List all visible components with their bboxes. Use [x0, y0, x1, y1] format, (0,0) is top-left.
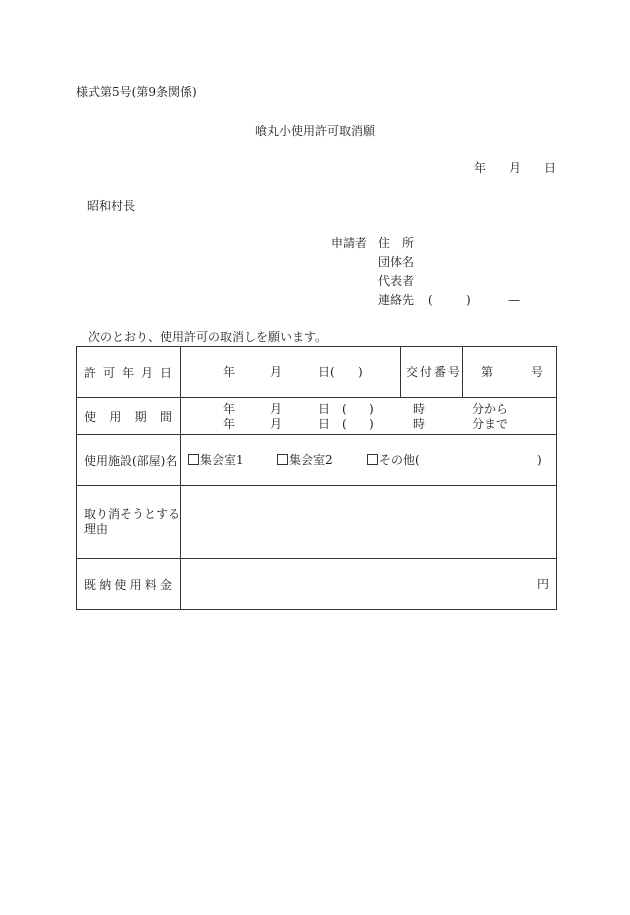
permit-date-label: 許 可 年 月 日 — [84, 365, 172, 380]
table-row — [77, 435, 557, 486]
issue-number-suffix: 号 — [531, 365, 544, 379]
applicant-representative-label: 代表者 — [378, 274, 415, 288]
form-id: 様式第5号(第9条関係) — [76, 85, 197, 99]
paid-fee-label: 既 納 使 用 料 金 — [84, 577, 172, 592]
intro-text: 次のとおり、使用許可の取消しを願います。 — [88, 330, 328, 344]
date-year: 年 — [474, 161, 487, 175]
addressee: 昭和村長 — [87, 199, 136, 213]
usage-period-label: 使 用 期 間 — [84, 409, 172, 424]
facility-option-other[interactable]: その他( — [367, 453, 420, 467]
facility-label-cell — [77, 435, 181, 486]
reason-label-line1: 取り消そうとする — [84, 507, 181, 521]
paid-fee-field[interactable] — [181, 559, 557, 610]
yen-unit: 円 — [536, 577, 549, 591]
checkbox-other[interactable] — [367, 454, 378, 465]
date-month: 月 — [509, 161, 522, 175]
table-row: 許 可 年 月 日 年 月 日( ) 交付番号 第 号 — [77, 347, 557, 398]
checkbox-room2[interactable] — [277, 454, 288, 465]
reason-field[interactable] — [181, 486, 557, 559]
table-row — [77, 486, 557, 559]
reason-label-cell — [77, 486, 181, 559]
permit-date-label-cell — [77, 347, 181, 398]
applicant-label: 申請者 — [331, 236, 368, 250]
date-day: 日 — [544, 161, 557, 175]
contact-dash: — — [508, 293, 520, 307]
reason-label-line2: 理由 — [84, 522, 109, 536]
facility-other-close: ) — [537, 453, 542, 467]
paid-fee-label-cell — [77, 559, 181, 610]
cancellation-form-table — [76, 346, 557, 610]
applicant-address-label: 住 所 — [378, 236, 415, 250]
contact-paren-open: ( — [428, 293, 433, 307]
contact-paren-close: ) — [466, 293, 471, 307]
facility-option-room1[interactable]: 集会室1 — [188, 453, 244, 467]
issue-number-label: 交付番号 — [406, 365, 463, 379]
applicant-group-label: 団体名 — [378, 255, 415, 269]
document-title: 喰丸小使用許可取消願 — [255, 124, 376, 138]
usage-period-label-cell — [77, 398, 181, 435]
issue-number-prefix: 第 — [481, 365, 494, 379]
table-row: 使 用 期 間 年 月 日 ( ) 時 分から 年 月 日 ( ) 時 分まで — [77, 398, 557, 435]
facility-option-room2[interactable]: 集会室2 — [277, 453, 333, 467]
applicant-contact-label: 連絡先 — [378, 293, 415, 307]
checkbox-room1[interactable] — [188, 454, 199, 465]
table-row — [77, 559, 557, 610]
facility-label: 使用施設(部屋)名 — [84, 453, 178, 468]
